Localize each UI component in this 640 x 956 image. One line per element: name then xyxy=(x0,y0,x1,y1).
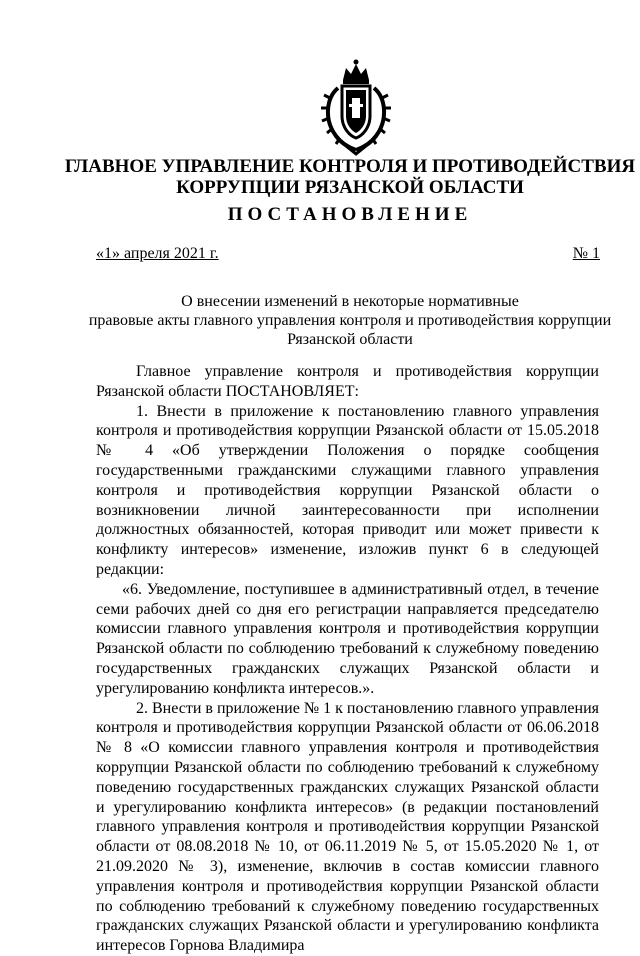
agency-name-line2: КОРРУПЦИИ РЯЗАНСКОЙ ОБЛАСТИ xyxy=(176,177,524,198)
agency-name-line1: ГЛАВНОЕ УПРАВЛЕНИЕ КОНТРОЛЯ И ПРОТИВОДЕЙСТВИЯ xyxy=(64,156,636,177)
agency-name xyxy=(60,156,640,198)
subject-line2: правовые акты главного управления контроля и противодействия коррупции xyxy=(88,312,612,329)
subject-line3: Рязанской области xyxy=(287,331,413,348)
body-paragraph-preamble: Главное управление контроля и противодействия коррупции Рязанской области ПОСТАНОВЛЯЕТ: xyxy=(96,363,599,400)
document-subject xyxy=(60,292,640,349)
body-paragraph-item-1: 1. Внести в приложение к постановлению главного управления контроля и противодействия коррупции Рязанской области от 15.05.2018 № 4 «Об утверждении Положения о порядке сообщения государственными гражданскими служащими главного управления контроля и противодействия коррупции Рязанской области о возникновении личной заинтересованности при исполнении должностных обязанностей, которая приводит или может привести к конфликту интересов» изменение, изложив пункт 6 в следующей редакции: xyxy=(96,402,599,578)
ryazan-coat-of-arms-icon xyxy=(316,58,396,158)
document-number: № 1 xyxy=(572,245,600,262)
document-type-title: ПОСТАНОВЛЕНИЕ xyxy=(227,204,473,225)
body-paragraph-quoted-item-6: «6. Уведомление, поступившее в административный отдел, в течение семи рабочих дней со дня его регистрации направляется председателю комиссии главного управления контроля и противодействия коррупции Рязанской области по соблюдению требований к служебному поведению государственных гражданских служащих Рязанской области и урегулированию конфликта интересов.». xyxy=(96,580,599,697)
document-date: «1» апреля 2021 г. xyxy=(96,245,219,262)
subject-line1: О внесении изменений в некоторые нормативные xyxy=(181,293,519,310)
document-body xyxy=(96,362,599,956)
body-paragraph-item-2: 2. Внести в приложение № 1 к постановлению главного управления контроля и противодействия коррупции Рязанской области от 06.06.2018 № 8 «О комиссии главного управления контроля и противодействия коррупции Рязанской области по соблюдению требований к служебному поведению государственных гражданских служащих Рязанской области и урегулированию конфликта интересов» (в редакции постановлений главного управления контроля и противодействия коррупции Рязанской области от 08.08.2018 № 10, от 06.11.2019 № 5, от 15.05.2020 № 1, от 21.09.2020 № 3), изменение, включив в состав комиссии главного управления контроля и противодействия коррупции Рязанской области по соблюдению требований к служебному поведению государственных гражданских служащих Рязанской области и урегулированию конфликта интересов Горнова Владимира xyxy=(96,699,599,955)
